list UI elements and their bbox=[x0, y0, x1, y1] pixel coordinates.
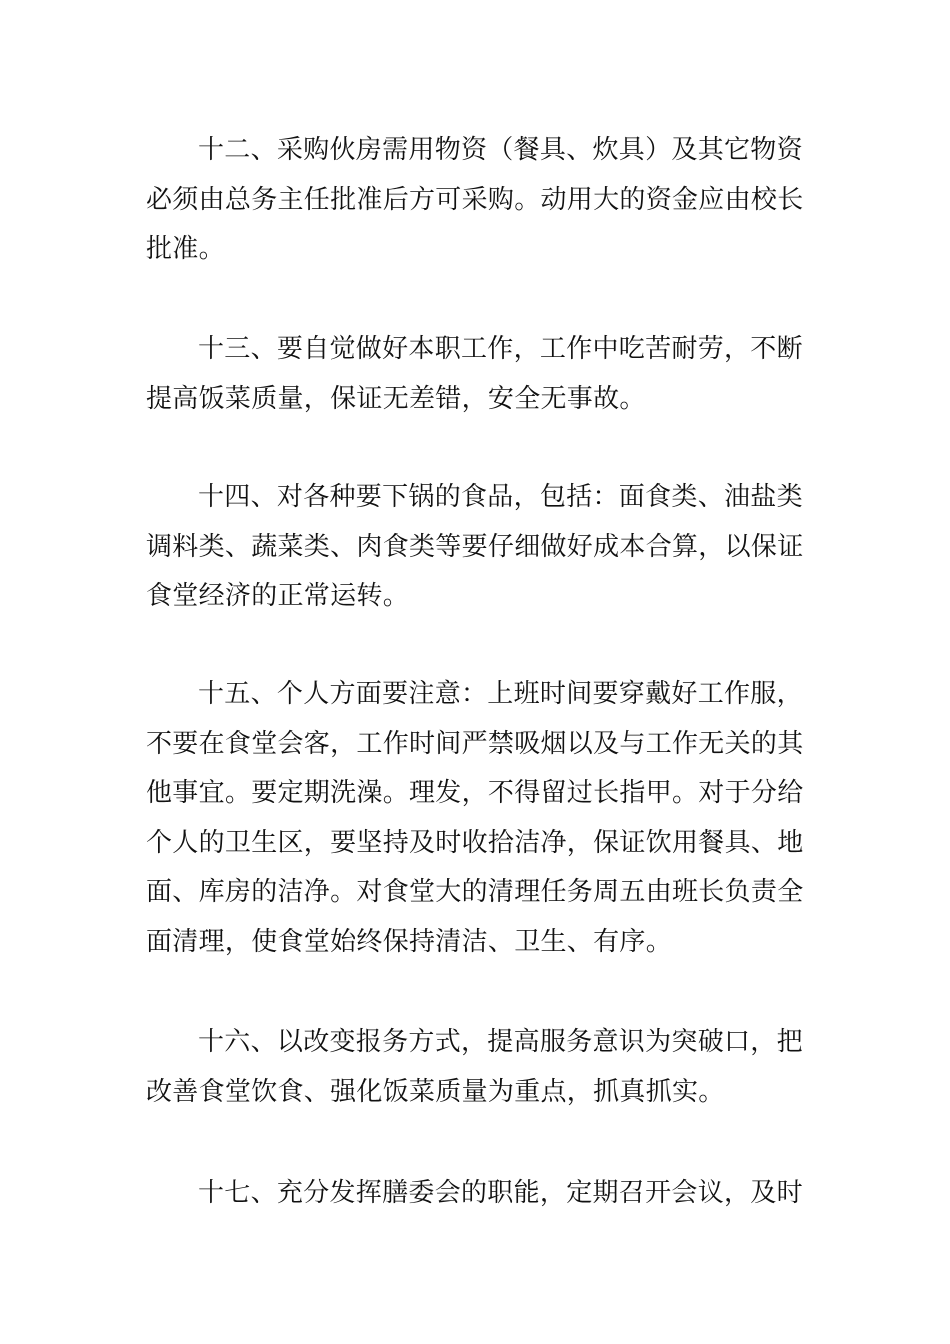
paragraph-13: 十三、要自觉做好本职工作，工作中吃苦耐劳，不断提高饭菜质量，保证无差错，安全无事故。 bbox=[146, 334, 803, 414]
paragraph-17: 十七、充分发挥膳委会的职能，定期召开会议，及时 bbox=[198, 1178, 803, 1208]
paragraph-15: 十五、个人方面要注意：上班时间要穿戴好工作服，不要在食堂会客，工作时间严禁吸烟以及与工作无关的其他事宜。要定期洗澡。理发，不得留过长指甲。对于分给个人的卫生区，要坚持及时收拾洁净，保证饮用餐具、地面、库房的洁净。对食堂大的清理任务周五由班长负责全面清理，使食堂始终保持清洁、卫生、有序。 bbox=[146, 679, 804, 957]
paragraph-16: 十六、以改变报务方式，提高服务意识为突破口，把改善食堂饮食、强化饭菜质量为重点，抓真抓实。 bbox=[146, 1027, 803, 1107]
paragraph-14: 十四、对各种要下锅的食品，包括：面食类、油盐类调料类、蔬菜类、肉食类等要仔细做好成本合算，以保证食堂经济的正常运转。 bbox=[146, 482, 804, 611]
paragraph-12: 十二、采购伙房需用物资（餐具、炊具）及其它物资必须由总务主任批准后方可采购。动用大的资金应由校长批准。 bbox=[146, 135, 804, 264]
